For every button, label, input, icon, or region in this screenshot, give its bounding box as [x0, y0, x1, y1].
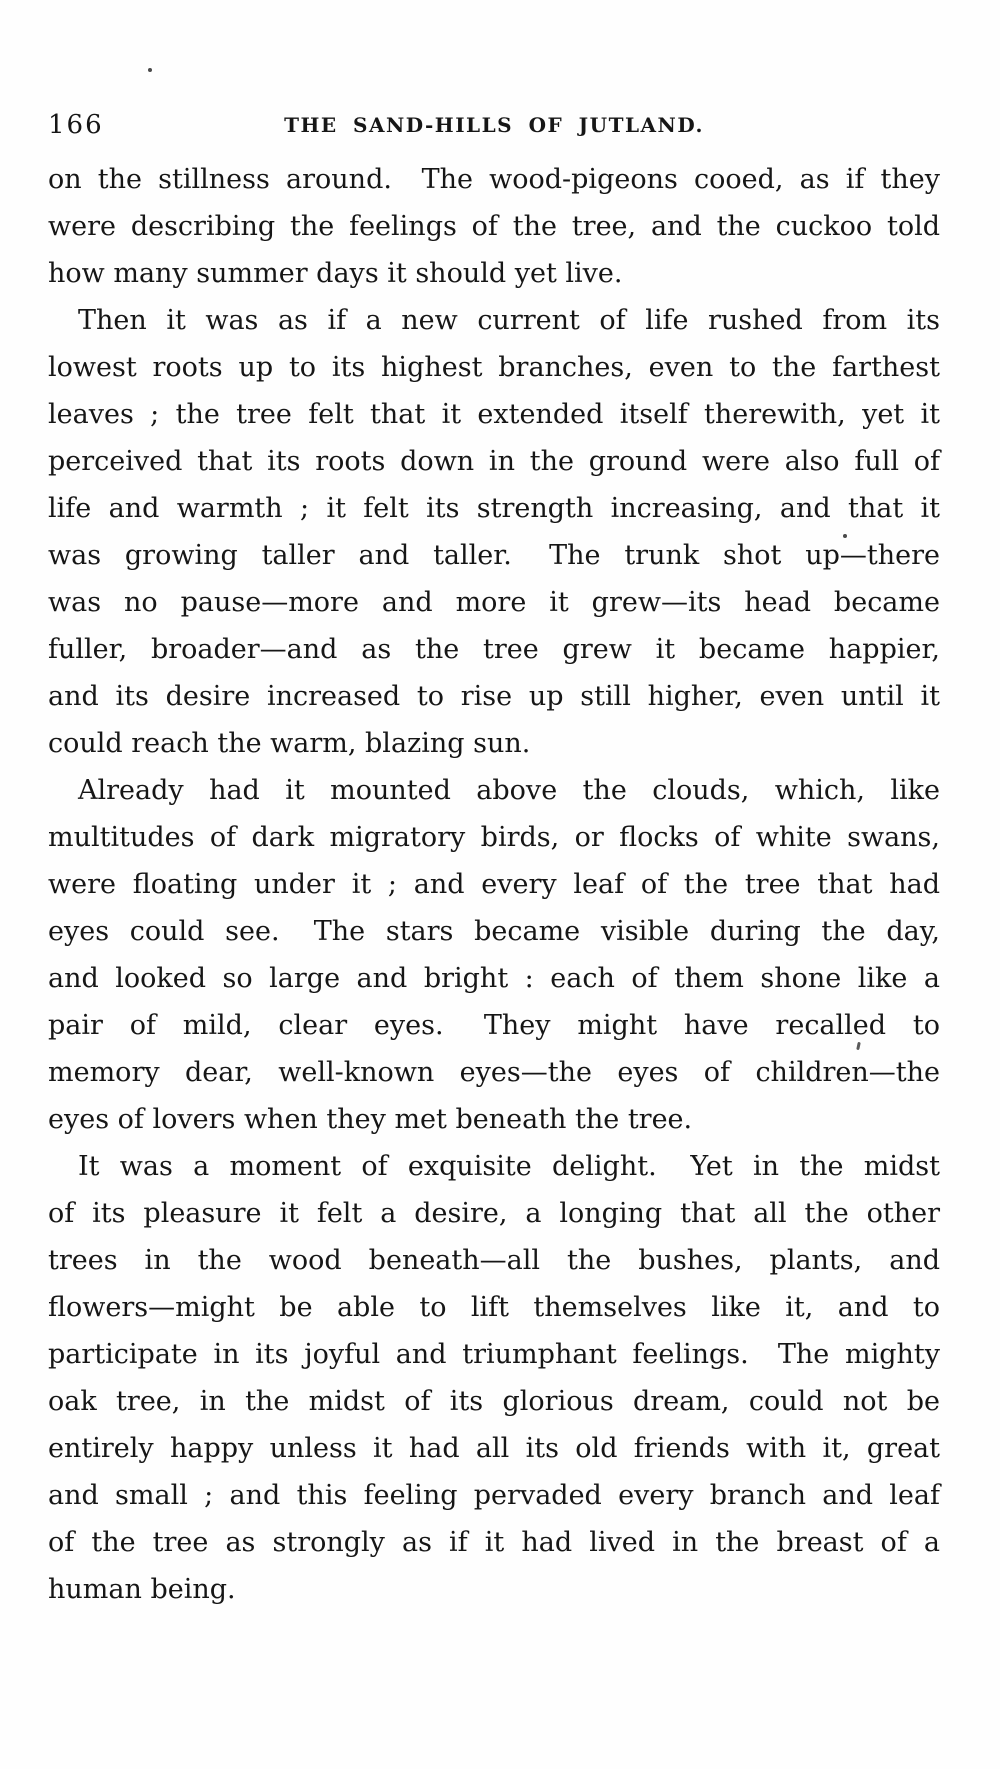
text-line: participate in its joyful and triumphant feelings. The mighty — [48, 1339, 940, 1370]
text-line: of the tree as strongly as if it had lived in the breast of a — [48, 1527, 940, 1558]
page-number: 166 — [48, 110, 104, 140]
text-line: life and warmth ; it felt its strength increasing, and that it — [48, 493, 940, 524]
text-line: were floating under it ; and every leaf of the tree that had — [48, 869, 940, 900]
text-line: on the stillness around. The wood-pigeons cooed, as if they — [48, 164, 940, 195]
paragraph — [48, 1143, 940, 1613]
text-line: pair of mild, clear eyes. They might have recalled to — [48, 1010, 940, 1041]
text-line: eyes of lovers when they met beneath the tree. — [48, 1104, 693, 1135]
text-line: multitudes of dark migratory birds, or flocks of white swans, — [48, 822, 940, 853]
text-line: of its pleasure it felt a desire, a longing that all the other — [48, 1198, 940, 1229]
text-line: entirely happy unless it had all its old friends with it, great — [48, 1433, 940, 1464]
ink-speck — [148, 68, 152, 72]
text-line: eyes could see. The stars became visible during the day, — [48, 916, 940, 947]
text-line: were describing the feelings of the tree, and the cuckoo told — [48, 211, 940, 242]
paragraph — [48, 297, 940, 767]
text-line: was no pause—more and more it grew—its head became — [48, 587, 940, 618]
text-line: and its desire increased to rise up still higher, even until it — [48, 681, 940, 712]
text-line: memory dear, well-known eyes—the eyes of children—the — [48, 1057, 940, 1088]
text-line: human being. — [48, 1574, 236, 1605]
text-line: and small ; and this feeling pervaded every branch and leaf — [48, 1480, 940, 1511]
text-line: flowers—might be able to lift themselves like it, and to — [48, 1292, 940, 1323]
text-line: perceived that its roots down in the ground were also full of — [48, 446, 940, 477]
text-line: was growing taller and taller. The trunk shot up—there — [48, 540, 940, 571]
paragraph — [48, 767, 940, 1143]
text-line: lowest roots up to its highest branches, even to the farthest — [48, 352, 940, 383]
text-line: Then it was as if a new current of life rushed from its — [78, 305, 940, 336]
text-line: fuller, broader—and as the tree grew it became happier, — [48, 634, 940, 665]
text-line: leaves ; the tree felt that it extended itself therewith, yet it — [48, 399, 940, 430]
paragraph — [48, 156, 940, 297]
text-line: trees in the wood beneath—all the bushes, plants, and — [48, 1245, 940, 1276]
text-line: oak tree, in the midst of its glorious dream, could not be — [48, 1386, 940, 1417]
text-line: Already had it mounted above the clouds, which, like — [78, 775, 940, 806]
page-body — [48, 156, 940, 1613]
page-header — [48, 108, 940, 148]
text-line: how many summer days it should yet live. — [48, 258, 623, 289]
text-line: It was a moment of exquisite delight. Yet in the midst — [78, 1151, 940, 1182]
text-line: could reach the warm, blazing sun. — [48, 728, 531, 759]
running-title: THE SAND-HILLS OF JUTLAND. — [284, 113, 704, 137]
text-line: and looked so large and bright : each of them shone like a — [48, 963, 940, 994]
ink-speck — [843, 534, 847, 538]
